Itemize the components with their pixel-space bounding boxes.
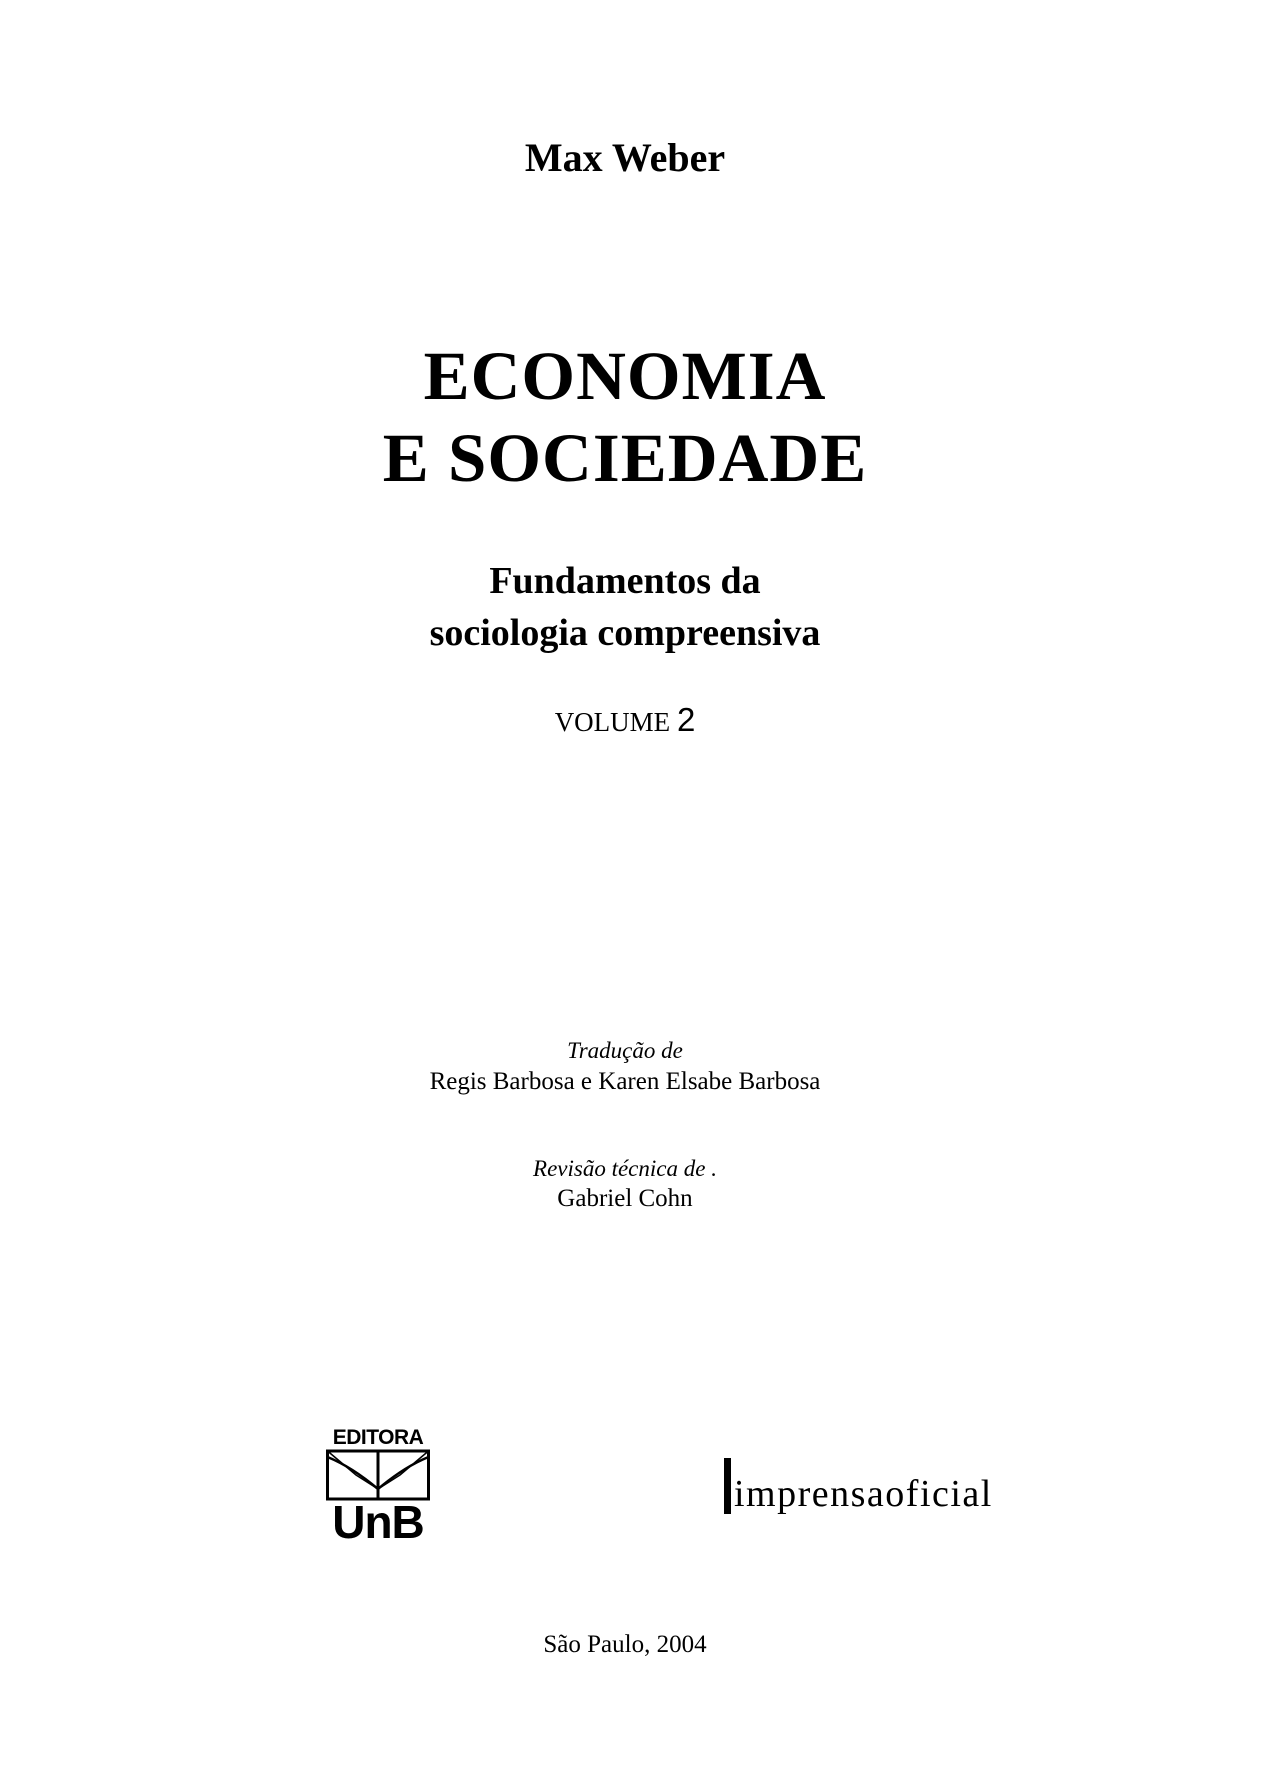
book-subtitle-line-1: Fundamentos da: [489, 560, 761, 602]
revision-label: Revisão técnica de .: [533, 1156, 717, 1181]
volume-line: [0, 700, 1250, 742]
book-subtitle: [0, 555, 1250, 659]
unb-emblem-icon: [326, 1449, 430, 1501]
volume-number: 2: [676, 701, 696, 738]
book-subtitle-line-2: sociologia compreensiva: [429, 612, 821, 654]
book-title-line-1: ECONOMIA: [423, 338, 827, 414]
translation-label: Tradução de: [567, 1038, 683, 1063]
book-title-line-2: E SOCIEDADE: [382, 420, 868, 496]
author-name: Max Weber: [524, 135, 726, 180]
unb-logo-top-text: EDITORA: [332, 1426, 424, 1449]
translator-names: Regis Barbosa e Karen Elsabe Barbosa: [429, 1068, 821, 1095]
unb-logo-bottom-text: UnB: [332, 1496, 424, 1548]
imprensa-logo-text: imprensaoficial: [734, 1473, 993, 1515]
publication-place-date: São Paulo, 2004: [543, 1631, 707, 1658]
book-title: [0, 335, 1250, 499]
reviewer-name: Gabriel Cohn: [557, 1185, 693, 1212]
volume-label: VOLUME: [554, 707, 671, 737]
imprensa-bar-icon: [724, 1458, 731, 1514]
editora-unb-logo: [326, 1427, 430, 1547]
